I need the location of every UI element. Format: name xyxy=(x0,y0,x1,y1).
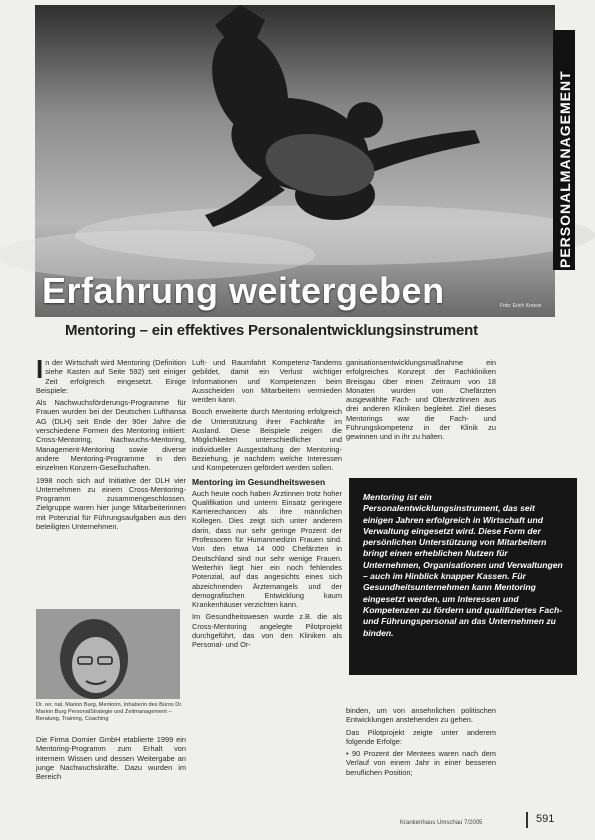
photo-credit: Foto: Erich Kroeze xyxy=(500,303,542,309)
section-label: PERSONALMANAGEMENT xyxy=(557,70,573,268)
paragraph: ganisationsentwicklungsmaßnahme ein erfolgreiches Konzept der Fachkliniken Breisgau über einen Zeitraum von 18 Monaten wurden von Chefärzten ausgewählte Fach- und Oberärztinnen aus drei anderen Kliniken begleitet. Ziel dieses Mentorings war die Fach- und Führungskompetenz in der Klinik zu gewinnen und in ihr zu halten. xyxy=(346,358,496,442)
column-1 xyxy=(36,354,186,534)
paragraph: Das Pilotprojekt zeigte unter anderem folgende Erfolge: xyxy=(346,727,496,746)
footer-magazine: Krankenhaus Umschau 7/2005 xyxy=(400,820,483,826)
portrait-illustration xyxy=(36,609,180,699)
paragraph: Bosch erweiterte durch Mentoring erfolgreich die Unterstützung ihrer Fachkräfte im Ausland. Diese Beispiele zeigen die Möglichkeiten unterschiedlicher und individueller Ausgestaltung der Mentoring-Beziehung, je nachdem welche Interessen und Kompetenzen gefördert werden sollen. xyxy=(192,407,342,473)
paragraph: 1998 noch sich auf Initiative der DLH vier Unternehmen zu einem Cross-Mentoring-Programm zusammengeschlossen. Zielgruppe waren hier junge Mitarbeiterinnen mit Potenzial für Führungsaufgaben aus den beteiligten Unternehmen. xyxy=(36,475,186,532)
footer-divider xyxy=(526,812,528,828)
column-3-continued xyxy=(346,706,496,780)
paragraph: Luft- und Raumfahrt Kompetenz-Tandems gebildet, damit ein Verlust wichtiger Informationen und Kompetenzen beim Ausscheiden von Mitarbeitern vermieden werden kann. xyxy=(192,358,342,405)
pull-quote-text: Mentoring ist ein Personalentwicklungsinstrument, das seit einigen Jahren erfolgreich in Wirtschaft und Verwaltung eingesetzt wird. Diese Form der persönlichen Unterstützung von Mitarbeitern bringt einen erheblichen Nutzen für Unternehmen, Organisationen und Verwaltungen – auch im Hinblick knapper Kassen. Für Gesundheitsunternehmen kann Mentoring eingesetzt werden, um Interessen und Kompetenzen zu fördern und qualifiziertes Fach- und Führungspersonal an das Unternehmen zu binden. xyxy=(363,492,563,638)
column-1-continued xyxy=(36,735,186,782)
paragraph: Im Gesundheitswesen wurde z.B. die als Cross-Mentoring angelegte Pilotprojekt durchgeführt, das von den Kliniken als Personal- und Or- xyxy=(192,612,342,650)
paragraph: Auch heute noch haben Ärztinnen trotz hoher Qualifikation und unterm Einsatz geringere Karrierechancen als ihre männlichen Kollegen. Dies zeigt sich unter anderem darin, dass nur sehr geringe Prozent der Professoren für Humanmedizin Frauen sind. Von den etwa 14 000 Chefärzten in Deutschland sind nur sehr wenige Frauen. Weiterhin liegt hier ein noch fehlendes Potenzial, auf das angesichts eines sich abzeichnenden Ärztemangels und der demografischen Entwicklung kaum Krankenhäuser verzichten kann. xyxy=(192,488,342,610)
paragraph: Als Nachwuchsförderungs-Programme für Frauen wurden bei der Deutschen Lufthansa AG (DLH) seit Ende der 90er Jahre die verschiedene Formen des Mentoring initiiert: Cross-Mentoring, Nachwuchs-Mentoring, Management-Mentoring sowie diverse andere Mentoring-Programme in den einzelnen Konzern-Gesellschaften. xyxy=(36,398,186,473)
paragraph: In der Wirtschaft wird Mentoring (Definition siehe Kasten auf Seite 592) seit einiger Zeit erfolgreich eingesetzt. Einige Beispiele: xyxy=(36,354,186,395)
author-portrait xyxy=(36,609,180,699)
paragraph: • 90 Prozent der Mentees waren nach dem Verlauf von einem Jahr in einer besseren beruflichen Position; xyxy=(346,749,496,777)
article-subtitle: Mentoring – ein effektives Personalentwicklungsinstrument xyxy=(65,322,478,339)
portrait-caption: Dr. rer. nat. Marion Burg, Mentorin, Inhaberin des Büros Dr. Marion Burg PersonalStrategie und Zeitmanagement – Beratung, Training, Coaching xyxy=(36,702,183,722)
drop-cap: I xyxy=(36,354,44,384)
article-headline: Erfahrung weitergeben xyxy=(42,270,445,311)
section-heading: Mentoring im Gesundheitswesen xyxy=(192,476,326,487)
paragraph: Die Firma Dornier GmbH etablierte 1999 ein Mentoring-Programm zum Erhalt von internem Wissen und dessen Weitergabe an junge Nachwuchskräfte. Dazu wurden im Bereich xyxy=(36,735,186,782)
paragraph: binden, um von ansehnlichen politischen Entwicklungen anstehenden zu gehen. xyxy=(346,706,496,725)
pull-quote-box xyxy=(349,478,577,675)
column-2 xyxy=(192,358,342,653)
column-3 xyxy=(346,358,496,445)
page-number: 591 xyxy=(536,813,555,825)
